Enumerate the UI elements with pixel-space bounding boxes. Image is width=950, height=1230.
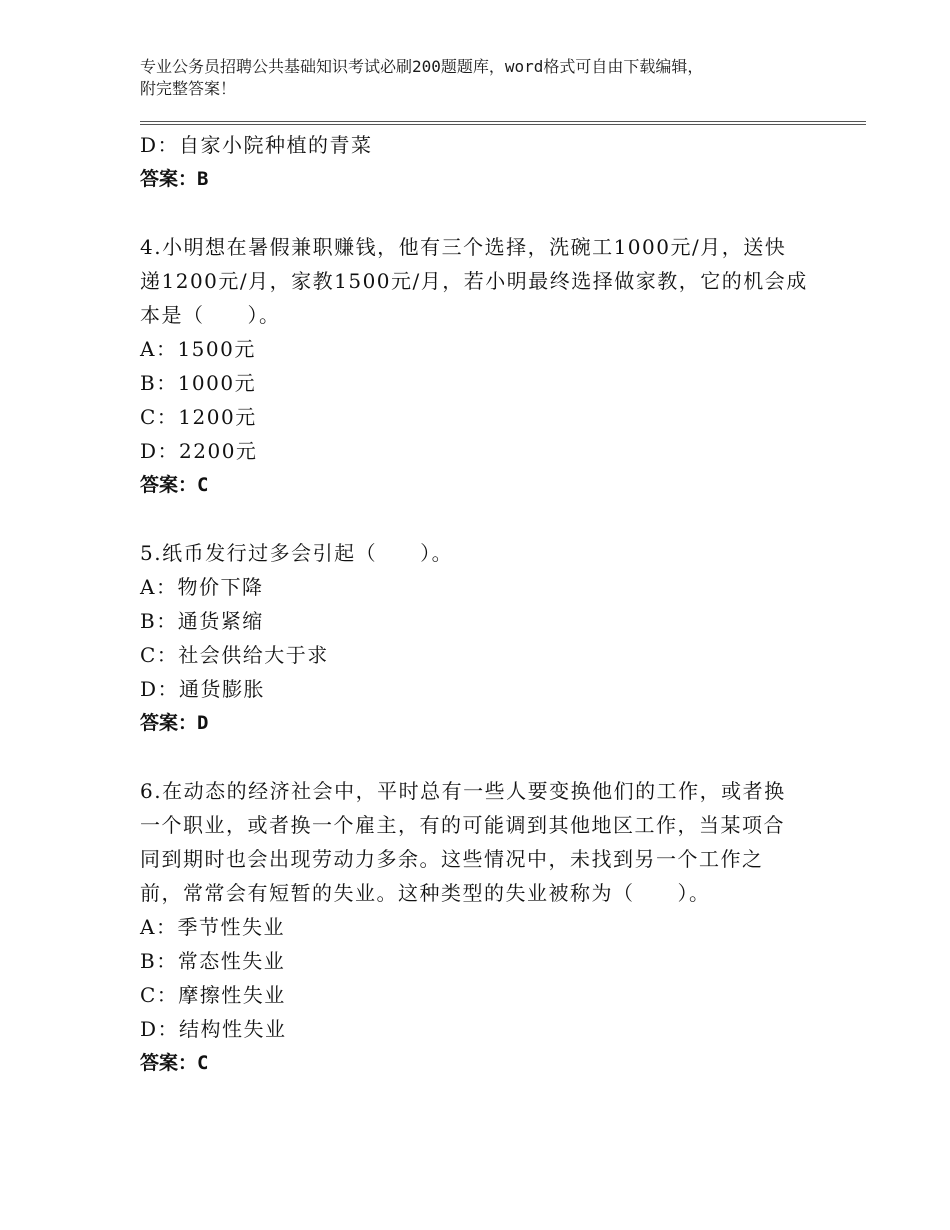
question-4-option-a: A：1500元 <box>140 337 256 361</box>
question-6-text-line-4: 前，常常会有短暂的失业。这种类型的失业被称为（ ）。 <box>140 881 711 905</box>
question-4-option-c: C：1200元 <box>140 405 257 429</box>
page-header <box>140 56 820 100</box>
question-6-text-line-2: 一个职业，或者换一个雇主，有的可能调到其他地区工作，当某项合 <box>140 813 785 837</box>
question-5-option-d: D：通货膨胀 <box>140 677 266 701</box>
question-4-option-d: D：2200元 <box>140 439 258 463</box>
question-6 <box>140 774 820 1080</box>
question-5-text-line-1: 5.纸币发行过多会引起（ ）。 <box>140 541 454 565</box>
question-4-text-line-3: 本是（ ）。 <box>140 303 281 327</box>
question-4-text-line-1: 4.小明想在暑假兼职赚钱，他有三个选择，洗碗工1000元/月，送快 <box>140 235 787 259</box>
question-6-option-a: A：季节性失业 <box>140 915 285 939</box>
question-6-text-line-3: 同到期时也会出现劳动力多余。这些情况中，未找到另一个工作之 <box>140 847 764 871</box>
question-5-option-a: A：物价下降 <box>140 575 264 599</box>
header-rule-thin <box>140 124 866 125</box>
question-3-tail <box>140 128 820 196</box>
question-6-option-b: B：常态性失业 <box>140 949 286 973</box>
question-4-answer: 答案：C <box>140 474 209 496</box>
question-6-text-line-1: 6.在动态的经济社会中，平时总有一些人要变换他们的工作，或者换 <box>140 779 786 803</box>
header-line-2: 附完整答案！ <box>140 79 237 98</box>
question-5 <box>140 536 820 740</box>
question-6-answer: 答案：C <box>140 1052 209 1074</box>
question-5-option-c: C：社会供给大于求 <box>140 643 329 667</box>
question-4-option-b: B：1000元 <box>140 371 257 395</box>
header-rule-thick <box>140 121 866 122</box>
question-5-answer: 答案：D <box>140 712 209 734</box>
question-5-option-b: B：通货紧缩 <box>140 609 264 633</box>
question-6-option-d: D：结构性失业 <box>140 1017 287 1041</box>
question-4 <box>140 230 820 502</box>
question-3-option-d: D：自家小院种植的青菜 <box>140 133 373 157</box>
question-content <box>140 128 820 1080</box>
header-line-1: 专业公务员招聘公共基础知识考试必刷200题题库，word格式可自由下载编辑， <box>140 57 704 76</box>
question-4-text-line-2: 递1200元/月，家教1500元/月，若小明最终选择做家教，它的机会成 <box>140 269 808 293</box>
question-3-answer: 答案：B <box>140 168 209 190</box>
question-6-option-c: C：摩擦性失业 <box>140 983 286 1007</box>
